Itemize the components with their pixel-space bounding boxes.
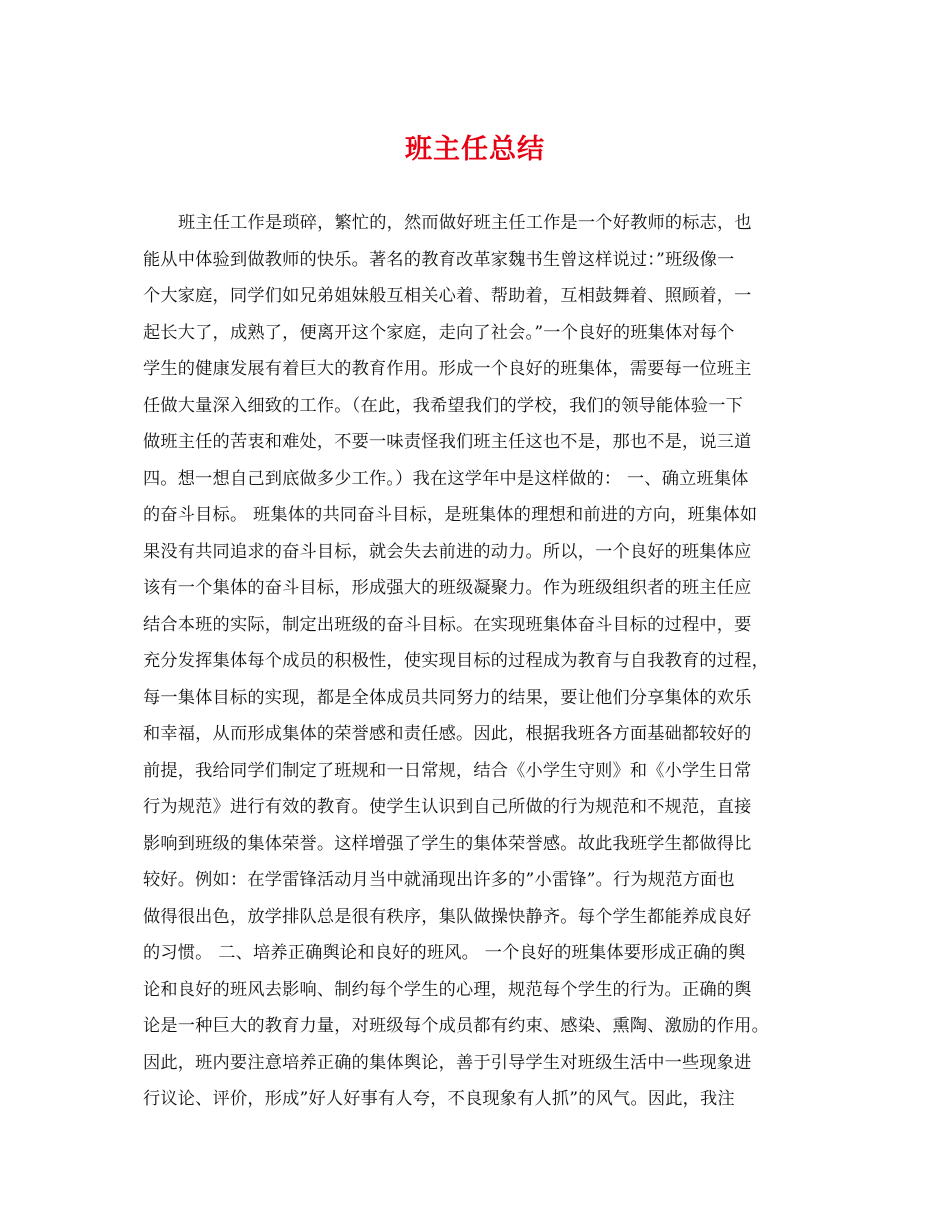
- body-line: 果没有共同追求的奋斗目标，就会失去前进的动力。所以，一个良好的班集体应: [143, 541, 752, 562]
- body-line: 能从中体验到做教师的快乐。著名的教育改革家魏书生曾这样说过：”班级像一: [143, 249, 735, 270]
- body-line: 做得很出色，放学排队总是很有秩序，集队做操快静齐。每个学生都能养成良好: [143, 906, 752, 927]
- body-line: 起长大了，成熟了，便离开这个家庭，走向了社会。”一个良好的班集体对每个: [143, 322, 735, 343]
- body-line: 学生的健康发展有着巨大的教育作用。形成一个良好的班集体，需要每一位班主: [143, 359, 752, 379]
- body-line: 个大家庭，同学们如兄弟姐妹般互相关心着、帮助着，互相鼓舞着、照顾着，一: [143, 286, 752, 306]
- body-line: 班主任工作是琐碎，繁忙的，然而做好班主任工作是一个好教师的标志，也: [178, 213, 752, 233]
- body-line: 的奋斗目标。 班集体的共同奋斗目标，是班集体的理想和前进的方向，班集体如: [143, 505, 758, 525]
- body-line: 论和良好的班风去影响、制约每个学生的心理，规范每个学生的行为。正确的舆: [143, 979, 752, 1000]
- body-line: 每一集体目标的实现，都是全体成员共同努力的结果，要让他们分享集体的欢乐: [143, 687, 752, 708]
- body-line: 充分发挥集体每个成员的积极性，使实现目标的过程成为教育与自我教育的过程，: [143, 651, 769, 671]
- body-line: 做班主任的苦衷和难处，不要一味责怪我们班主任这也不是，那也不是，说三道: [143, 432, 752, 452]
- body-line: 结合本班的实际，制定出班级的奋斗目标。在实现班集体奋斗目标的过程中，要: [143, 614, 752, 635]
- body-line: 的习惯。 二、培养正确舆论和良好的班风。 一个良好的班集体要形成正确的舆: [143, 943, 746, 963]
- document-body: [143, 205, 823, 1118]
- document-title: 班主任总结: [405, 134, 545, 165]
- body-line: 影响到班级的集体荣誉。这样增强了学生的集体荣誉感。故此我班学生都做得比: [143, 833, 752, 854]
- body-line: 四。想一想自己到底做多少工作。）我在这学年中是这样做的： 一、确立班集体: [143, 468, 749, 489]
- body-line: 行议论、评价，形成”好人好事有人夸，不良现象有人抓”的风气。因此，我注: [143, 1089, 735, 1109]
- body-line: 行为规范》进行有效的教育。使学生认识到自己所做的行为规范和不规范，直接: [143, 797, 752, 817]
- body-line: 因此，班内要注意培养正确的集体舆论，善于引导学生对班级生活中一些现象进: [143, 1052, 752, 1073]
- body-line: 论是一种巨大的教育力量，对班级每个成员都有约束、感染、熏陶、激励的作用。: [143, 1016, 769, 1036]
- body-line: 较好。例如：在学雷锋活动月当中就涌现出许多的”小雷锋”。行为规范方面也: [143, 870, 735, 890]
- body-line: 前提，我给同学们制定了班规和一日常规，结合《小学生守则》和《小学生日常: [143, 760, 752, 781]
- body-line: 和幸福，从而形成集体的荣誉感和责任感。因此，根据我班各方面基础都较好的: [143, 724, 752, 744]
- body-line: 任做大量深入细致的工作。（在此，我希望我们的学校，我们的领导能体验一下: [143, 395, 743, 416]
- body-line: 该有一个集体的奋斗目标，形成强大的班级凝聚力。作为班级组织者的班主任应: [143, 578, 752, 598]
